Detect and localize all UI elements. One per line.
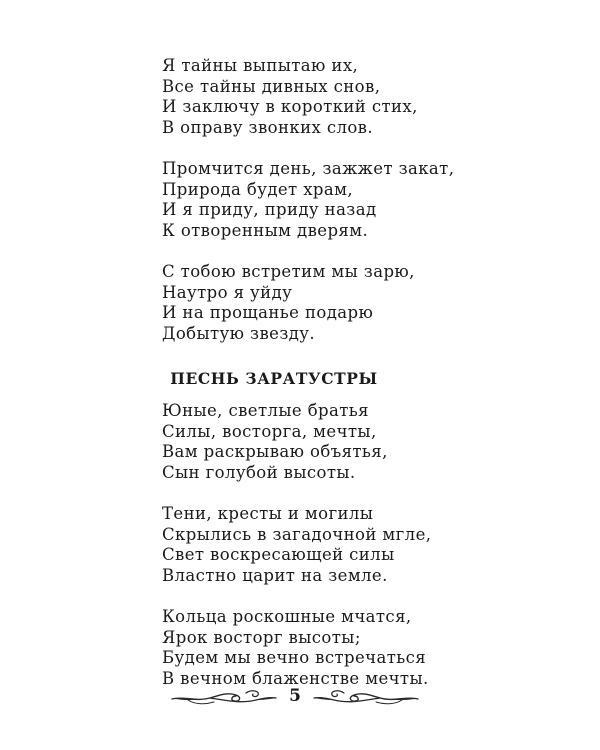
verse-line: Вам раскрываю объятья, [162,442,388,461]
poem-1 [162,56,582,344]
verse-line: Ярок восторг высоты; [162,627,361,647]
verse-line: Все тайны дивных снов, [162,76,381,96]
page-footer [170,686,420,710]
verse-line: Кольца роскошные мчатся, [162,607,412,626]
verse-line: К отворенным дверям. [162,220,369,240]
verse-line: Природа будет храм, [162,179,354,199]
stanza [162,607,582,689]
flourish-right-icon [312,686,420,710]
verse-line: Свет воскресающей силы [162,545,395,564]
verse-line: Будем мы вечно встречаться [162,648,427,667]
verse-line: Силы, восторга, мечты, [162,421,377,441]
flourish-left-icon [170,686,278,710]
poem-2 [162,401,582,689]
verse-line: Юные, светлые братья [162,401,369,420]
verse-line: Наутро я уйду [162,282,293,302]
verse-line: Властно царит на земле. [162,565,388,585]
stanza [162,504,582,586]
verse-line: Добытую звезду. [162,323,316,343]
verse-line: И заключу в короткий стих, [162,97,418,116]
verse-line: С тобою встретим мы зарю, [162,262,415,281]
verse-line: И я приду, приду назад [162,200,377,219]
page-number: 5 [289,686,301,706]
stanza [162,401,582,483]
poem-title: ПЕСНЬ ЗАРАТУСТРЫ [170,369,378,388]
stanza [162,262,582,344]
verse-line: В оправу звонких слов. [162,117,374,137]
verse-line: Тени, кресты и могилы [162,504,374,523]
verse-line: Я тайны выпытаю их, [162,56,359,75]
stanza [162,56,582,138]
verse-line: Промчится день, зажжет закат, [162,159,455,178]
verse-line: Скрылись в загадочной мгле, [162,524,432,544]
verse-line: И на прощанье подарю [162,303,374,322]
verse-line: В вечном блаженстве мечты. [162,668,429,688]
verse-line: Сын голубой высоты. [162,462,356,482]
stanza [162,159,582,241]
